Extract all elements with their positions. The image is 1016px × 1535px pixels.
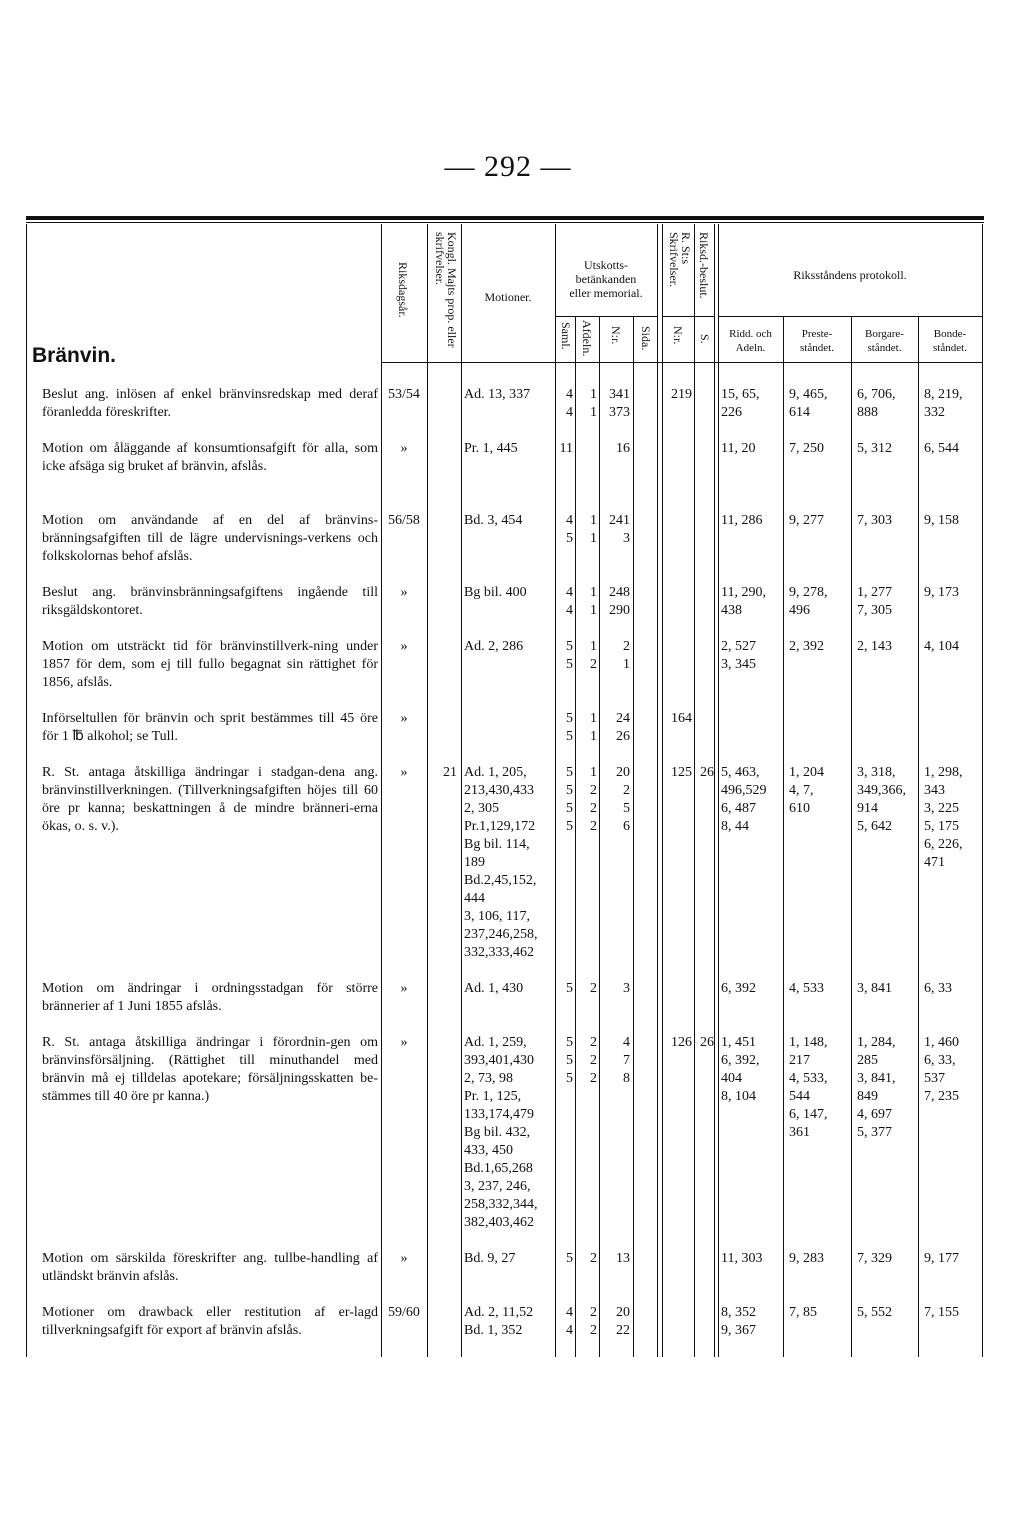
cell-nr: 2 1	[623, 639, 630, 672]
cell-borg: 3, 841	[857, 981, 892, 996]
column-divider-double2	[718, 224, 719, 1357]
column-divider-beslut	[714, 224, 715, 1357]
cell-afd: 1 2 2 2	[590, 765, 597, 834]
cell-rsts: 125	[671, 765, 692, 780]
cell-afd: 1 1	[590, 513, 597, 546]
cell-year: 56/58	[388, 513, 420, 528]
header-utskott: Utskotts- betänkanden eller memorial.	[569, 258, 643, 300]
cell-desc: Motion om utsträckt tid för bränvinstillverk-ning under 1857 för dem, som ej till fullo begagnat sin rättighet för 1856, afslås.	[42, 639, 378, 690]
column-divider-sida	[633, 316, 634, 1357]
cell-preste: 9, 283	[789, 1251, 824, 1266]
cell-ridd: 8, 352 9, 367	[721, 1305, 756, 1338]
cell-year: 59/60	[388, 1305, 420, 1320]
table-border-right	[982, 224, 983, 1357]
cell-bonde: 8, 219, 332	[924, 387, 963, 420]
header-riksdagsar: Riksdagsår.	[396, 262, 410, 318]
cell-saml: 5 5 5	[566, 1035, 573, 1086]
cell-afd: 2	[590, 981, 597, 996]
column-divider-utskott-end	[657, 224, 658, 1357]
header-saml: Saml.	[559, 322, 573, 350]
cell-nr: 20 22	[616, 1305, 630, 1338]
cell-afd: 1 2	[590, 639, 597, 672]
cell-preste: 1, 204 4, 7, 610	[789, 765, 824, 816]
column-divider-rsts	[694, 224, 695, 1357]
cell-rsts: 126	[671, 1035, 692, 1050]
cell-year: »	[400, 1251, 408, 1266]
cell-desc: Motion om ändringar i ordningsstadgan för större brännerier af 1 Juni 1855 afslås.	[42, 981, 378, 1014]
cell-preste: 7, 250	[789, 441, 824, 456]
column-divider-afdeln	[575, 316, 576, 1357]
header-beslut: Riksd.-beslut.	[697, 232, 711, 299]
cell-borg: 7, 303	[857, 513, 892, 528]
header-nr: N:r.	[609, 326, 623, 345]
cell-afd: 2	[590, 1251, 597, 1266]
cell-saml: 4 5	[566, 513, 573, 546]
cell-afd: 1 1	[590, 387, 597, 420]
cell-year: »	[400, 765, 408, 780]
cell-borg: 5, 312	[857, 441, 892, 456]
cell-borg: 5, 552	[857, 1305, 892, 1320]
cell-preste: 1, 148, 217 4, 533, 544 6, 147, 361	[789, 1035, 828, 1140]
cell-saml: 4 4	[566, 387, 573, 420]
cell-afd: 2 2 2	[590, 1035, 597, 1086]
header-preste: Preste- ståndet.	[800, 328, 834, 354]
cell-year: »	[400, 711, 408, 726]
cell-desc: Motion om användande af en del af bränvins-bränningsafgiften till de lägre undervisnings-verkens och folkskolornas behof afslås.	[42, 513, 378, 564]
cell-borg: 1, 277 7, 305	[857, 585, 892, 618]
column-divider-ridd	[783, 316, 784, 1357]
header-bottom-rule	[381, 362, 982, 363]
cell-borg: 2, 143	[857, 639, 892, 654]
cell-rsts: 164	[671, 711, 692, 726]
cell-bonde: 9, 173	[924, 585, 959, 600]
cell-ridd: 5, 463, 496,529 6, 487 8, 44	[721, 765, 767, 834]
cell-nr: 4 7 8	[623, 1035, 630, 1086]
cell-rsts: 219	[671, 387, 692, 402]
column-divider-borgare	[918, 316, 919, 1357]
cell-year: »	[400, 585, 408, 600]
cell-bonde: 6, 544	[924, 441, 959, 456]
cell-mot: Ad. 13, 337	[464, 387, 531, 402]
section-title: Bränvin.	[32, 344, 117, 367]
cell-bonde: 9, 177	[924, 1251, 959, 1266]
cell-desc: R. St. antaga åtskilliga ändringar i förordnin-gen om bränvinsförsäljning. (Rättighet till minuthandel med bränvin må ej tilldelas apotekare; försäljningsskatten be-stämmes till 40 öre pr kanna.)	[42, 1035, 378, 1104]
cell-saml: 4 4	[566, 1305, 573, 1338]
cell-year: »	[400, 1035, 408, 1050]
cell-bonde: 6, 33	[924, 981, 952, 996]
cell-year: »	[400, 441, 408, 456]
cell-desc: Beslut ang. bränvinsbränningsafgiftens ingående till riksgäldskontoret.	[42, 585, 378, 618]
column-divider-preste	[851, 316, 852, 1357]
cell-nr: 24 26	[616, 711, 630, 744]
cell-year: »	[400, 981, 408, 996]
cell-kongl: 21	[443, 765, 457, 780]
cell-nr: 16	[616, 441, 630, 456]
column-divider-motioner	[461, 224, 462, 1357]
cell-saml: 5	[566, 981, 573, 996]
cell-bonde: 9, 158	[924, 513, 959, 528]
header-beslut-s: S.	[698, 334, 712, 344]
cell-ridd: 11, 286	[721, 513, 763, 528]
cell-nr: 341 373	[609, 387, 630, 420]
cell-ridd: 11, 290, 438	[721, 585, 766, 618]
cell-year: »	[400, 639, 408, 654]
cell-mot: Ad. 1, 430	[464, 981, 524, 996]
cell-ridd: 2, 527 3, 345	[721, 639, 756, 672]
cell-desc: Motion om åläggande af konsumtionsafgift för alla, som icke afsäga sig bruket af bränvin, afslås.	[42, 441, 378, 474]
cell-nr: 3	[623, 981, 630, 996]
top-thick-rule	[26, 216, 984, 220]
cell-rb: 26	[700, 1035, 714, 1050]
cell-nr: 13	[616, 1251, 630, 1266]
cell-mot: Ad. 2, 286	[464, 639, 524, 654]
cell-preste: 7, 85	[789, 1305, 817, 1320]
cell-afd: 1 1	[590, 585, 597, 618]
cell-afd: 1 1	[590, 711, 597, 744]
header-rsts-nr: N:r.	[671, 326, 685, 345]
cell-borg: 7, 329	[857, 1251, 892, 1266]
cell-bonde: 7, 155	[924, 1305, 959, 1320]
header-sida: Sida.	[639, 326, 653, 351]
column-divider-kongl	[427, 224, 428, 1357]
cell-borg: 3, 318, 349,366, 914 5, 642	[857, 765, 906, 834]
header-motioner: Motioner.	[484, 290, 532, 304]
cell-nr: 20 2 5 6	[616, 765, 630, 834]
column-divider-nr	[599, 316, 600, 1357]
cell-ridd: 11, 20	[721, 441, 756, 456]
header-ridd: Ridd. och Adeln.	[729, 328, 772, 354]
cell-saml: 11	[559, 441, 573, 456]
header-subrule-rsts	[662, 316, 714, 317]
cell-mot: Bd. 9, 27	[464, 1251, 516, 1266]
cell-preste: 9, 278, 496	[789, 585, 828, 618]
cell-ridd: 6, 392	[721, 981, 756, 996]
cell-preste: 4, 533	[789, 981, 824, 996]
cell-nr: 241 3	[609, 513, 630, 546]
header-kongl: Kongl. Majts prop. eller skrifvelser.	[433, 232, 459, 348]
cell-desc: Motion om särskilda föreskrifter ang. tullbe-handling af utländskt bränvin afslås.	[42, 1251, 378, 1284]
cell-bonde: 1, 298, 343 3, 225 5, 175 6, 226, 471	[924, 765, 963, 870]
cell-afd: 2 2	[590, 1305, 597, 1338]
cell-year: 53/54	[388, 387, 420, 402]
cell-desc: Införseltullen för bränvin och sprit bestämmes till 45 öre för 1 ℔ alkohol; se Tull.	[42, 711, 378, 744]
header-subrule-protokoll	[718, 316, 982, 317]
header-protokoll: Riksståndens protokoll.	[793, 268, 907, 282]
cell-saml: 5 5	[566, 711, 573, 744]
cell-nr: 248 290	[609, 585, 630, 618]
cell-ridd: 11, 303	[721, 1251, 763, 1266]
page-number: — 292 —	[444, 150, 572, 183]
cell-bonde: 4, 104	[924, 639, 959, 654]
header-borgare: Borgare- ståndet.	[865, 328, 904, 354]
cell-mot: Ad. 2, 11,52 Bd. 1, 352	[464, 1305, 534, 1338]
cell-preste: 9, 277	[789, 513, 824, 528]
cell-mot: Ad. 1, 205, 213,430,433 2, 305 Pr.1,129,172 Bg bil. 114, 189 Bd.2,45,152, 444 3, 106, 117, 237,246,258, 332,333,462	[464, 765, 538, 960]
top-thin-rule	[26, 222, 984, 223]
cell-borg: 6, 706, 888	[857, 387, 896, 420]
cell-desc: Beslut ang. inlösen af enkel bränvinsredskap med deraf föranledda föreskrifter.	[42, 387, 378, 420]
header-rsts: R. St:s Skrifvelser.	[667, 232, 693, 287]
cell-rb: 26	[700, 765, 714, 780]
cell-ridd: 15, 65, 226	[721, 387, 760, 420]
header-bonde: Bonde- ståndet.	[933, 328, 967, 354]
cell-mot: Bd. 3, 454	[464, 513, 523, 528]
cell-mot: Bg bil. 400	[464, 585, 527, 600]
cell-preste: 2, 392	[789, 639, 824, 654]
cell-desc: R. St. antaga åtskilliga ändringar i stadgan-dena ang. bränvinstillverkningen. (Tillverkningsafgiften höjes till 60 öre pr kanna; beskattningen å de mindre bränneri-erna ökas, o. s. v.).	[42, 765, 378, 834]
cell-borg: 1, 284, 285 3, 841, 849 4, 697 5, 377	[857, 1035, 896, 1140]
cell-saml: 5	[566, 1251, 573, 1266]
cell-preste: 9, 465, 614	[789, 387, 828, 420]
cell-bonde: 1, 460 6, 33, 537 7, 235	[924, 1035, 959, 1104]
cell-saml: 4 4	[566, 585, 573, 618]
cell-saml: 5 5	[566, 639, 573, 672]
cell-desc: Motioner om drawback eller restitution af er-lagd tillverkningsafgift för export af bränvin afslås.	[42, 1305, 378, 1338]
cell-mot: Pr. 1, 445	[464, 441, 518, 456]
header-subrule-utskott	[555, 316, 657, 317]
cell-mot: Ad. 1, 259, 393,401,430 2, 73, 98 Pr. 1, 125, 133,174,479 Bg bil. 432, 433, 450 Bd.1,65,268 3, 237, 246, 258,332,344, 382,403,462	[464, 1035, 538, 1230]
cell-saml: 5 5 5 5	[566, 765, 573, 834]
header-afdeln: Afdeln.	[580, 320, 594, 357]
table-border-left	[26, 224, 27, 1357]
cell-ridd: 1, 451 6, 392, 404 8, 104	[721, 1035, 760, 1104]
